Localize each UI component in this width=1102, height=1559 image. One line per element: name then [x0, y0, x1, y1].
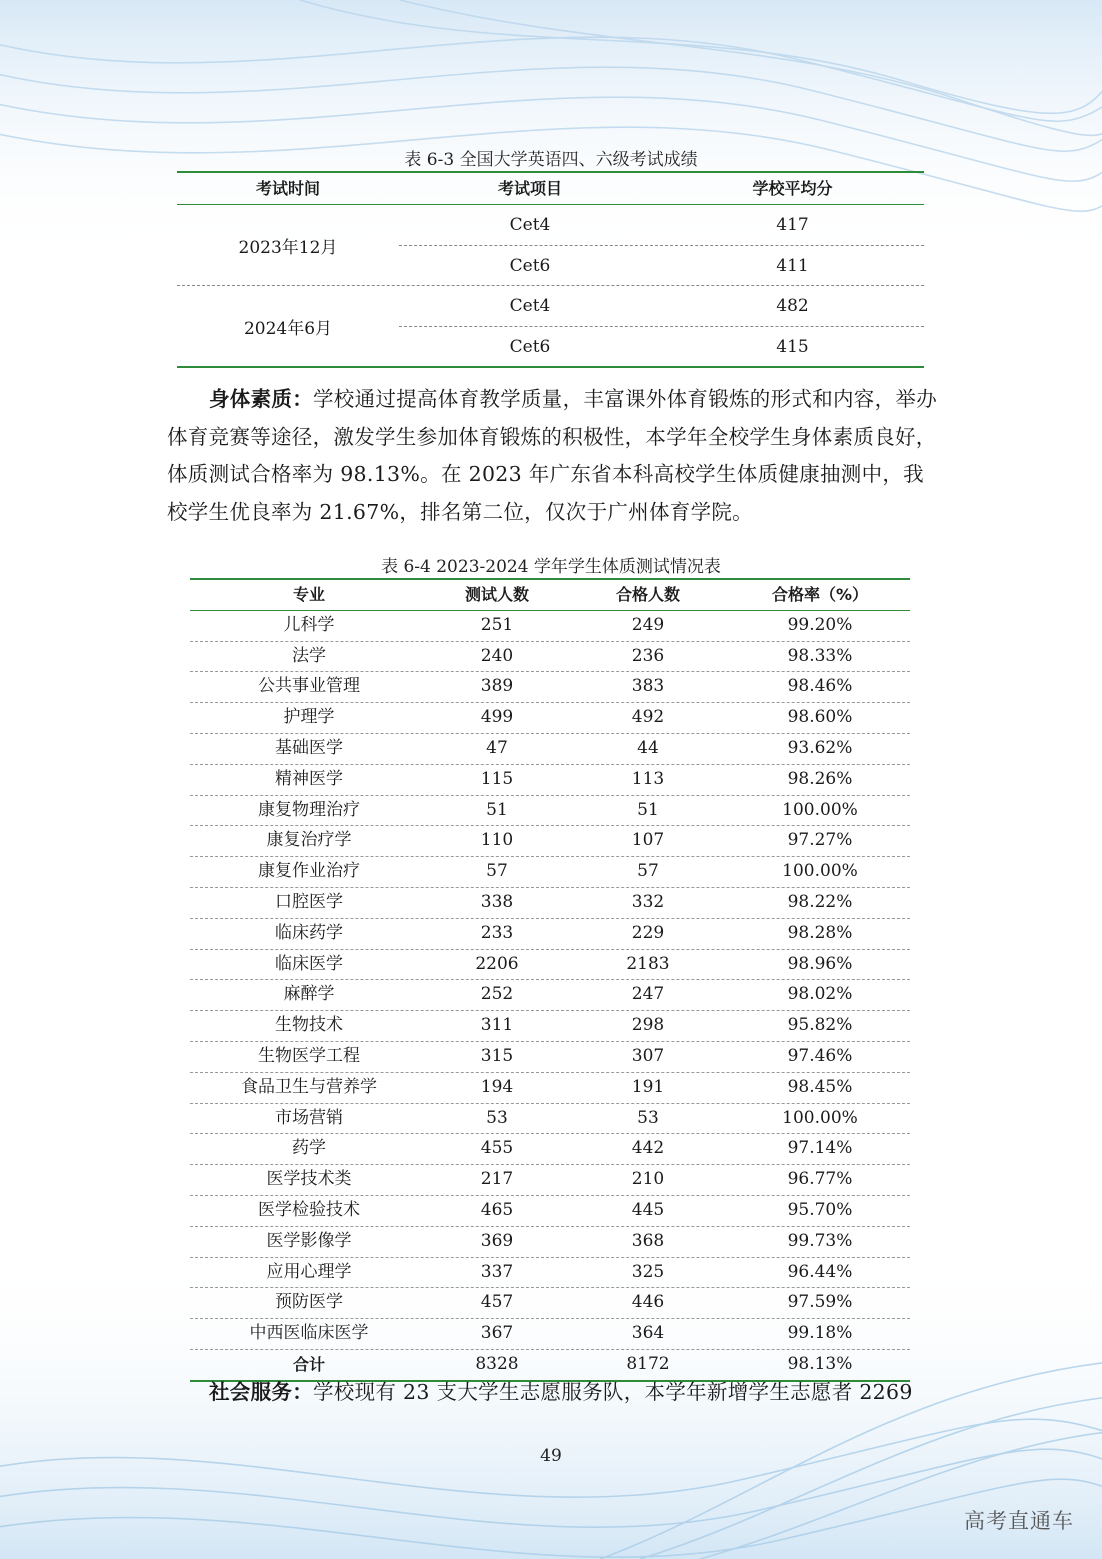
table-row: [190, 671, 910, 702]
exam-item-cell: Cet6: [509, 256, 551, 276]
major-cell: 医学技术类: [266, 1169, 352, 1190]
major-cell: 护理学: [283, 707, 335, 728]
column-header: 测试人数: [464, 585, 529, 604]
pass-rate-cell: 97.27%: [787, 830, 853, 851]
major-cell: 康复作业治疗: [258, 861, 360, 882]
passed-count-cell: 113: [631, 768, 665, 789]
table-row: [190, 949, 910, 980]
cet-scores-table: [177, 171, 924, 368]
passed-count-cell: 298: [631, 1015, 665, 1036]
tested-count-cell: 53: [486, 1107, 508, 1128]
pass-rate-cell: 99.20%: [787, 614, 853, 635]
tested-count-cell: 8328: [475, 1353, 519, 1374]
pass-rate-cell: 96.44%: [787, 1261, 853, 1282]
paragraph-lead: 社会服务：: [209, 1380, 313, 1404]
column-header: 考试项目: [497, 179, 562, 198]
column-header: 考试时间: [255, 179, 320, 198]
major-cell: 医学影像学: [266, 1230, 352, 1251]
tested-count-cell: 455: [480, 1138, 514, 1159]
major-cell: 生物技术: [275, 1015, 343, 1036]
major-cell: 预防医学: [275, 1292, 343, 1313]
passed-count-cell: 364: [631, 1323, 665, 1344]
table-row: [190, 1257, 910, 1288]
fitness-test-table: [190, 578, 910, 1382]
tested-count-cell: 311: [480, 1015, 514, 1036]
column-header: 合格人数: [615, 585, 680, 604]
major-cell: 生物医学工程: [258, 1045, 360, 1066]
passed-count-cell: 57: [637, 861, 659, 882]
pass-rate-cell: 97.59%: [787, 1292, 853, 1313]
pass-rate-cell: 100.00%: [782, 799, 858, 820]
passed-count-cell: 191: [631, 1076, 665, 1097]
passed-count-cell: 445: [631, 1199, 665, 1220]
pass-rate-cell: 98.45%: [787, 1076, 853, 1097]
passed-count-cell: 442: [631, 1138, 665, 1159]
exam-date-cell: 2023年12月: [238, 237, 338, 258]
table-header-row: [190, 580, 910, 611]
pass-rate-cell: 98.02%: [787, 984, 853, 1005]
pass-rate-cell: 99.18%: [787, 1323, 853, 1344]
passed-count-cell: 236: [631, 645, 665, 666]
tested-count-cell: 2206: [475, 953, 519, 974]
score-cell: 411: [776, 256, 809, 276]
major-cell: 市场营销: [275, 1107, 343, 1128]
table-row: [190, 856, 910, 887]
pass-rate-cell: 95.70%: [787, 1199, 853, 1220]
table-row: [190, 1226, 910, 1257]
major-cell: 康复物理治疗: [258, 799, 360, 820]
total-label: 合计: [292, 1354, 325, 1374]
column-header: 学校平均分: [752, 179, 833, 198]
table-row: [190, 1287, 910, 1318]
tested-count-cell: 217: [480, 1169, 514, 1190]
table-row: [399, 205, 924, 245]
tested-count-cell: 110: [480, 830, 514, 851]
tested-count-cell: 252: [480, 984, 514, 1005]
tested-count-cell: 457: [480, 1292, 514, 1313]
major-cell: 公共事业管理: [258, 676, 360, 697]
passed-count-cell: 229: [631, 922, 665, 943]
pass-rate-cell: 98.13%: [787, 1353, 853, 1374]
passed-count-cell: 307: [631, 1045, 665, 1066]
page-number: 49: [540, 1446, 562, 1466]
social-service-paragraph: [167, 1374, 937, 1412]
major-cell: 食品卫生与营养学: [241, 1076, 377, 1097]
tested-count-cell: 337: [480, 1261, 514, 1282]
tested-count-cell: 251: [480, 614, 514, 635]
score-cell: 415: [776, 337, 809, 357]
tested-count-cell: 51: [486, 799, 508, 820]
table-row: [190, 887, 910, 918]
passed-count-cell: 2183: [626, 953, 670, 974]
passed-count-cell: 446: [631, 1292, 665, 1313]
exam-session-group: [177, 205, 924, 285]
score-cell: 482: [776, 296, 809, 316]
table-row: [190, 1164, 910, 1195]
passed-count-cell: 53: [637, 1107, 659, 1128]
pass-rate-cell: 100.00%: [782, 861, 858, 882]
pass-rate-cell: 97.14%: [787, 1138, 853, 1159]
passed-count-cell: 332: [631, 891, 665, 912]
passed-count-cell: 249: [631, 614, 665, 635]
pass-rate-cell: 93.62%: [787, 737, 853, 758]
table-row: [190, 1195, 910, 1226]
tested-count-cell: 47: [486, 737, 508, 758]
tested-count-cell: 369: [480, 1230, 514, 1251]
pass-rate-cell: 96.77%: [787, 1169, 853, 1190]
table-6-3-caption: 表 6-3 全国大学英语四、六级考试成绩: [404, 150, 698, 170]
tested-count-cell: 240: [480, 645, 514, 666]
passed-count-cell: 247: [631, 984, 665, 1005]
exam-session-group: [177, 285, 924, 366]
passed-count-cell: 51: [637, 799, 659, 820]
exam-date-cell: 2024年6月: [243, 318, 333, 339]
paragraph-lead: 身体素质：: [209, 387, 313, 411]
major-cell: 临床药学: [275, 922, 343, 943]
exam-item-cell: Cet4: [509, 296, 551, 316]
passed-count-cell: 44: [637, 737, 659, 758]
major-cell: 法学: [292, 645, 326, 666]
table-row: [190, 1072, 910, 1103]
table-row: [190, 1041, 910, 1072]
pass-rate-cell: 99.73%: [787, 1230, 853, 1251]
physical-quality-paragraph: [167, 381, 937, 531]
table-row: [190, 1133, 910, 1164]
pass-rate-cell: 98.46%: [787, 676, 853, 697]
table-row: [190, 764, 910, 795]
passed-count-cell: 368: [631, 1230, 665, 1251]
passed-count-cell: 492: [631, 707, 665, 728]
tested-count-cell: 57: [486, 861, 508, 882]
table-row: [399, 245, 924, 286]
major-cell: 口腔医学: [275, 891, 343, 912]
tested-count-cell: 367: [480, 1323, 514, 1344]
pass-rate-cell: 100.00%: [782, 1107, 858, 1128]
score-cell: 417: [776, 215, 809, 235]
major-cell: 医学检验技术: [258, 1199, 360, 1220]
tested-count-cell: 338: [480, 891, 514, 912]
pass-rate-cell: 97.46%: [787, 1045, 853, 1066]
major-cell: 儿科学: [283, 614, 335, 635]
major-cell: 麻醉学: [283, 984, 335, 1005]
passed-count-cell: 210: [631, 1169, 665, 1190]
tested-count-cell: 389: [480, 676, 514, 697]
pass-rate-cell: 98.22%: [787, 891, 853, 912]
table-row: [190, 733, 910, 764]
major-cell: 基础医学: [275, 737, 343, 758]
table-row: [190, 979, 910, 1010]
table-header-row: [177, 173, 924, 205]
passed-count-cell: 8172: [626, 1353, 670, 1374]
passed-count-cell: 325: [631, 1261, 665, 1282]
passed-count-cell: 107: [631, 830, 665, 851]
table-row: [190, 702, 910, 733]
table-row: [190, 1318, 910, 1349]
major-cell: 临床医学: [275, 953, 343, 974]
table-row: [190, 611, 910, 641]
column-header: 合格率（%）: [771, 585, 869, 604]
tested-count-cell: 499: [480, 707, 514, 728]
tested-count-cell: 115: [480, 768, 514, 789]
paragraph-text: 学校现有 23 支大学生志愿服务队，本学年新增学生志愿者 2269: [313, 1380, 913, 1404]
tested-count-cell: 233: [480, 922, 514, 943]
table-row: [190, 918, 910, 949]
pass-rate-cell: 95.82%: [787, 1015, 853, 1036]
major-cell: 药学: [292, 1138, 326, 1159]
table-row: [190, 795, 910, 826]
exam-item-cell: Cet4: [509, 215, 551, 235]
passed-count-cell: 383: [631, 676, 665, 697]
pass-rate-cell: 98.33%: [787, 645, 853, 666]
pass-rate-cell: 98.28%: [787, 922, 853, 943]
table-row: [190, 825, 910, 856]
table-row: [399, 286, 924, 326]
major-cell: 中西医临床医学: [249, 1323, 369, 1344]
table-6-4-caption: 表 6-4 2023-2024 学年学生体质测试情况表: [381, 557, 721, 577]
tested-count-cell: 465: [480, 1199, 514, 1220]
paragraph-text: 学校通过提高体育教学质量，丰富课外体育锻炼的形式和内容，举办体育竞赛等途径，激发学生参加体育锻炼的积极性，本学年全校学生身体素质良好，体质测试合格率为 98.13%。在 2023 年广东省本科高校学生体质健康抽测中，我校学生优良率为 21.67%，排名第二位，仅次于广州体育学院。: [167, 387, 937, 524]
table-row: [190, 1103, 910, 1134]
major-cell: 康复治疗学: [266, 830, 352, 851]
table-row: [190, 1010, 910, 1041]
watermark-text: 高考直通车: [964, 1509, 1074, 1533]
pass-rate-cell: 98.96%: [787, 953, 853, 974]
tested-count-cell: 315: [480, 1045, 514, 1066]
table-row: [190, 641, 910, 672]
column-header: 专业: [292, 585, 325, 604]
major-cell: 精神医学: [275, 768, 343, 789]
pass-rate-cell: 98.60%: [787, 707, 853, 728]
exam-item-cell: Cet6: [509, 337, 551, 357]
major-cell: 应用心理学: [266, 1261, 352, 1282]
pass-rate-cell: 98.26%: [787, 768, 853, 789]
tested-count-cell: 194: [480, 1076, 514, 1097]
table-row: [399, 326, 924, 367]
